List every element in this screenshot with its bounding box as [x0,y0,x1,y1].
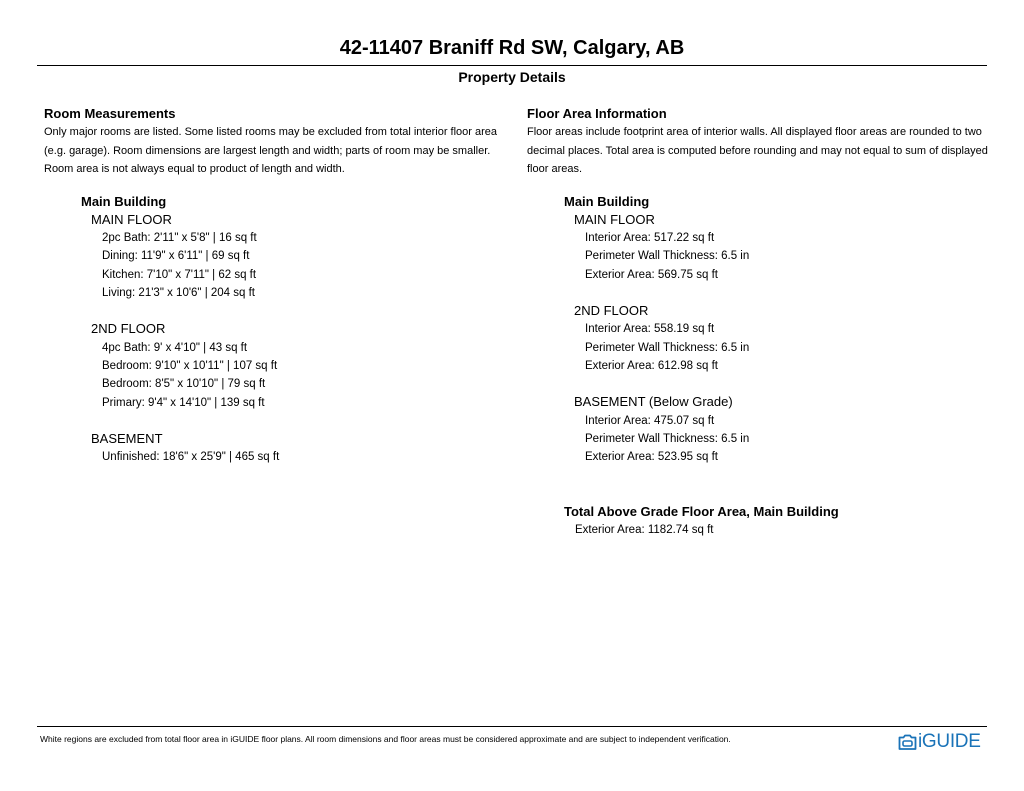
area-entry: Exterior Area: 523.95 sq ft [585,451,718,464]
floor-area-description [527,123,992,179]
total-area-heading: Total Above Grade Floor Area, Main Building [564,503,839,519]
description-line: Only major rooms are listed. Some listed rooms may be excluded from total interior floor area [44,126,498,138]
page-subtitle: Property Details [458,69,566,85]
room-entry: Dining: 11'9" x 6'11" | 69 sq ft [102,250,250,263]
room-measurements-description [44,123,504,179]
description-line: decimal places. Total area is computed before rounding and may not equal to sum of displayed [527,144,988,157]
room-measurements-heading: Room Measurements [44,106,176,121]
floor-heading: 2ND FLOOR [574,302,649,318]
room-entry: Living: 21'3" x 10'6" | 204 sq ft [102,286,255,299]
description-line: (e.g. garage). Room dimensions are largest length and width; parts of room may be smaller. [44,144,491,157]
area-list [585,229,992,284]
area-entry: Exterior Area: 612.98 sq ft [585,359,718,372]
room-measurements-section [44,106,504,467]
area-list [585,320,992,375]
property-address-title: 42-11407 Braniff Rd SW, Calgary, AB [339,37,685,59]
floor-list [574,211,992,467]
floor-heading: MAIN FLOOR [574,211,655,227]
header-divider [37,65,987,66]
floor-area-heading: Floor Area Information [527,106,667,121]
room-entry: Primary: 9'4" x 14'10" | 139 sq ft [102,396,265,409]
floor-list [91,211,504,467]
description-line: Room area is not always equal to product of length and width. [44,163,345,175]
area-list [585,412,992,467]
area-entry: Interior Area: 517.22 sq ft [585,232,715,244]
area-entry: Perimeter Wall Thickness: 6.5 in [585,433,750,446]
room-building-block [81,193,504,467]
area-entry: Perimeter Wall Thickness: 6.5 in [585,250,750,263]
floor-heading: MAIN FLOOR [91,211,172,227]
room-entry: Bedroom: 9'10" x 10'11" | 107 sq ft [102,359,278,372]
area-entry: Perimeter Wall Thickness: 6.5 in [585,341,750,354]
area-entry: Interior Area: 475.07 sq ft [585,414,715,427]
room-list [102,229,504,302]
room-list [102,448,504,466]
description-line: Floor areas include footprint area of interior walls. All displayed floor areas are rounded to two [527,126,982,138]
building-name: Main Building [564,193,650,209]
room-entry: Unfinished: 18'6" x 25'9" | 465 sq ft [102,451,280,464]
room-entry: 4pc Bath: 9' x 4'10" | 43 sq ft [102,341,248,354]
logo-text: iGUIDE [918,731,981,752]
room-entry: 2pc Bath: 2'11" x 5'8" | 16 sq ft [102,232,257,244]
room-entry: Bedroom: 8'5" x 10'10" | 79 sq ft [102,378,266,391]
area-entry: Exterior Area: 569.75 sq ft [585,268,718,281]
floor-heading: 2ND FLOOR [91,321,166,337]
footer-disclaimer: White regions are excluded from total floor area in iGUIDE floor plans. All room dimensions and floor areas must be considered approximate and are subject to independent verification. [40,734,731,744]
total-area-block [575,521,992,539]
camera-icon [898,733,917,751]
floor-area-section [527,106,992,539]
building-name: Main Building [81,193,167,209]
area-entry: Interior Area: 558.19 sq ft [585,323,715,336]
total-area-entry: Exterior Area: 1182.74 sq ft [575,523,714,536]
room-entry: Kitchen: 7'10" x 7'11" | 62 sq ft [102,268,257,281]
description-line: floor areas. [527,163,583,175]
footer-divider [37,726,987,727]
room-list [102,339,504,412]
floor-heading: BASEMENT (Below Grade) [574,394,733,410]
area-building-block [564,193,992,539]
iguide-logo [898,731,981,753]
floor-heading: BASEMENT [91,430,163,446]
